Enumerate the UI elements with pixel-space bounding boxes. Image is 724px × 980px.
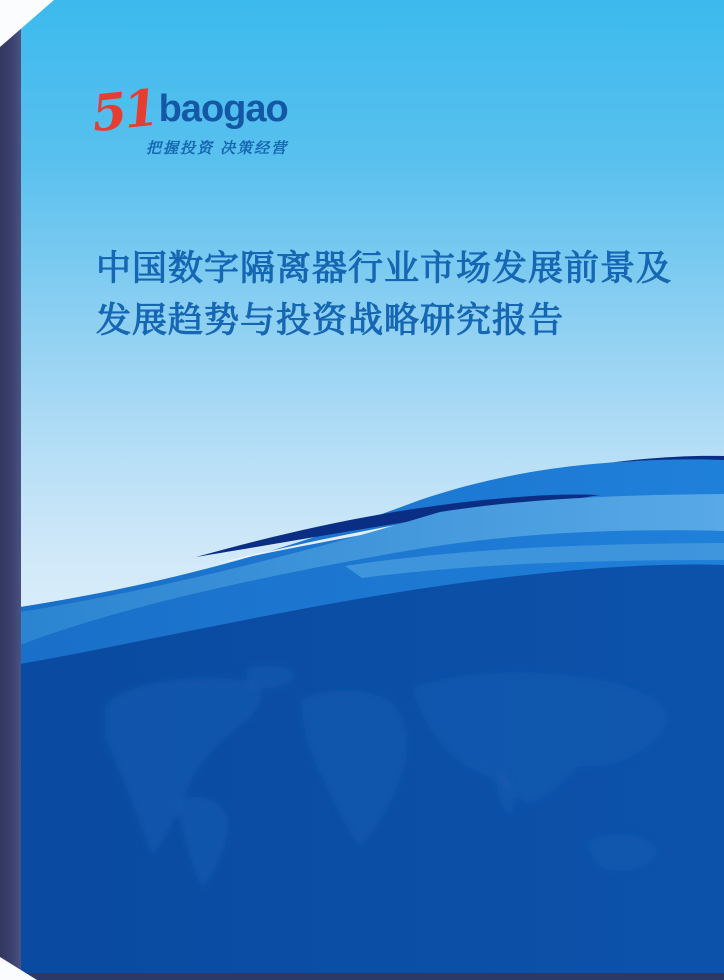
book-spine: [0, 0, 21, 980]
logo: [89, 77, 289, 158]
logo-wordmark: baogao: [158, 88, 288, 130]
bottom-edge: [20, 973, 724, 980]
report-title-line1: 中国数字隔离器行业市场发展前景及: [96, 249, 673, 288]
report-title-line2: 发展趋势与投资战略研究报告: [96, 301, 565, 340]
logo-51-mark: 51: [89, 77, 159, 144]
logo-tagline: 把握投资 决策经营: [146, 140, 289, 157]
report-title: [96, 243, 672, 347]
